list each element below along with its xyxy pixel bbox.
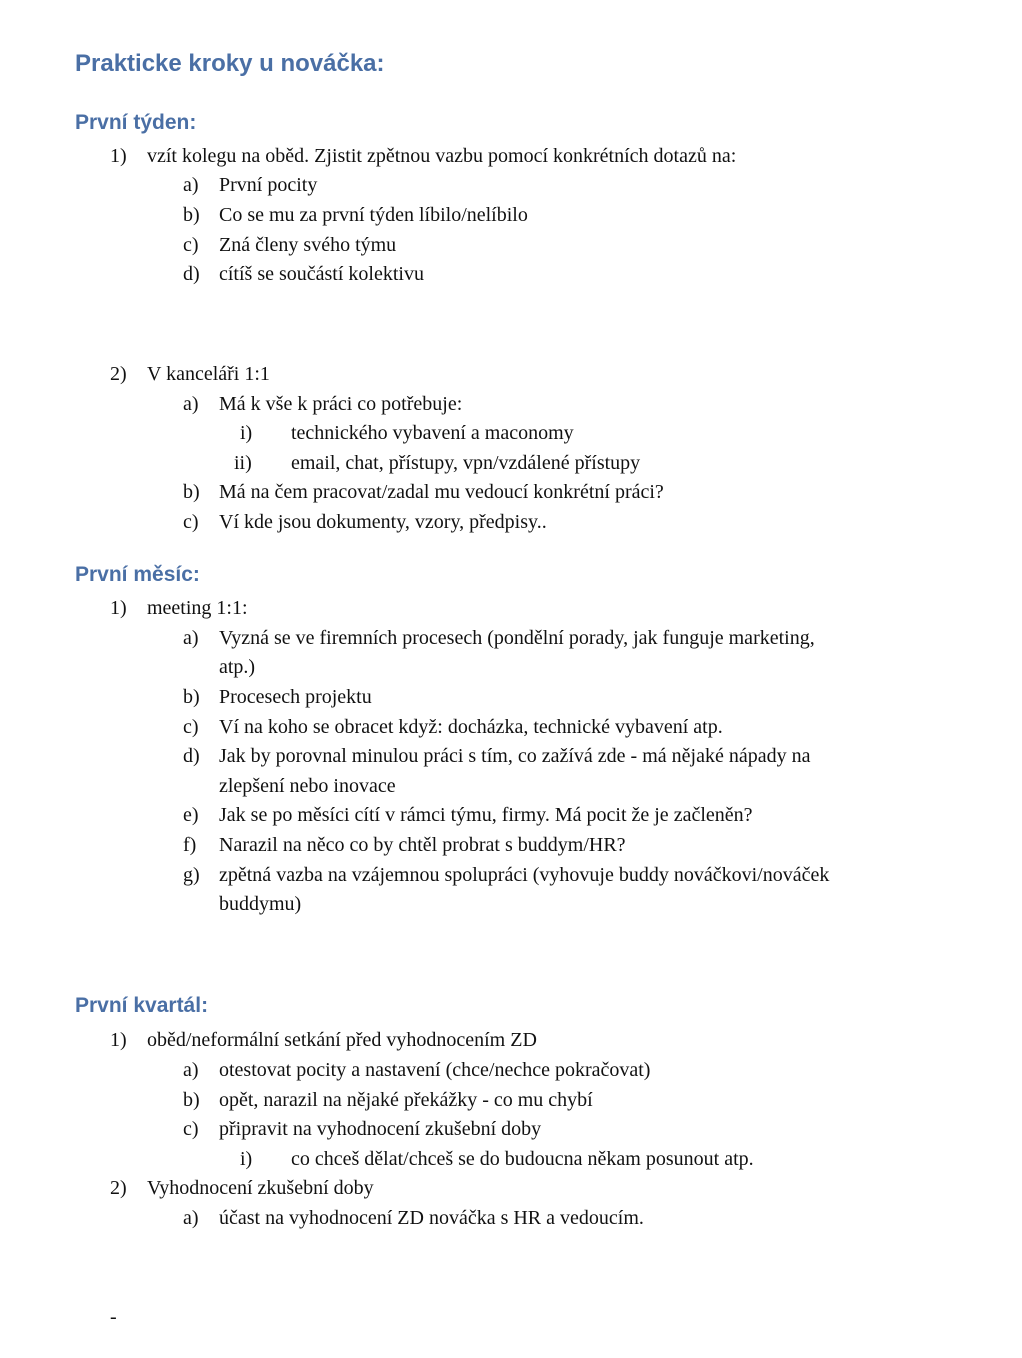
list-item-text: Vyhodnocení zkušební doby xyxy=(147,1177,374,1199)
list-item-text: technického vybavení a maconomy xyxy=(291,422,574,444)
section-heading-prvni-tyden: První týden: xyxy=(75,111,197,134)
list-marker: 1) xyxy=(110,145,127,167)
list-marker: c) xyxy=(183,511,199,533)
list-item-text: email, chat, přístupy, vpn/vzdálené přístupy xyxy=(291,452,641,474)
list-item-text: atp.) xyxy=(219,656,256,678)
list-item-text: Co se mu za první týden líbilo/nelíbilo xyxy=(219,204,528,226)
list-item-text: cítíš se součástí kolektivu xyxy=(219,263,424,285)
list-item-text: účast na vyhodnocení ZD nováčka s HR a vedoucím. xyxy=(219,1207,644,1229)
list-marker: 2) xyxy=(110,363,127,385)
list-item-text: Narazil na něco co by chtěl probrat s buddym/HR? xyxy=(219,834,626,856)
list-marker: f) xyxy=(183,834,197,856)
list-marker: b) xyxy=(183,1089,200,1111)
section-heading-prvni-mesic: První měsíc: xyxy=(75,563,200,586)
list-item-text: zlepšení nebo inovace xyxy=(219,775,396,797)
list-marker: a) xyxy=(183,627,199,649)
list-item-text: Má k vše k práci co potřebuje: xyxy=(219,393,463,415)
list-item-text: meeting 1:1: xyxy=(147,597,248,619)
list-item-text: Ví kde jsou dokumenty, vzory, předpisy.. xyxy=(219,511,547,533)
list-item-text: co chceš dělat/chceš se do budoucna někam posunout atp. xyxy=(291,1148,754,1170)
list-item-text: otestovat pocity a nastavení (chce/nechce pokračovat) xyxy=(219,1059,651,1081)
list-item-text: Ví na koho se obracet když: docházka, technické vybavení atp. xyxy=(219,716,723,738)
list-marker: c) xyxy=(183,716,199,738)
list-marker: a) xyxy=(183,174,199,196)
list-marker: ii) xyxy=(234,452,252,474)
list-item-text: V kanceláři 1:1 xyxy=(147,363,270,385)
list-marker: e) xyxy=(183,804,199,826)
list-item-text: zpětná vazba na vzájemnou spolupráci (vyhovuje buddy nováčkovi/nováček xyxy=(219,864,830,886)
document-title: Prakticke kroky u nováčka: xyxy=(75,50,385,77)
list-item-text: První pocity xyxy=(219,174,318,196)
list-marker: a) xyxy=(183,393,199,415)
list-marker: g) xyxy=(183,864,200,886)
list-item-text: Procesech projektu xyxy=(219,686,372,708)
list-marker: 2) xyxy=(110,1177,127,1199)
list-marker: d) xyxy=(183,745,200,767)
list-item-text: vzít kolegu na oběd. Zjistit zpětnou vazbu pomocí konkrétních dotazů na: xyxy=(147,145,737,167)
list-marker: a) xyxy=(183,1207,199,1229)
list-item-text: Má na čem pracovat/zadal mu vedoucí konkrétní práci? xyxy=(219,481,664,503)
list-marker: b) xyxy=(183,481,200,503)
list-marker: i) xyxy=(240,1148,253,1170)
list-item-text: Zná členy svého týmu xyxy=(219,234,397,256)
trailing-dash: - xyxy=(110,1306,117,1328)
list-marker: a) xyxy=(183,1059,199,1081)
list-item-text: připravit na vyhodnocení zkušební doby xyxy=(219,1118,542,1140)
list-marker: i) xyxy=(240,422,253,444)
list-item-text: Vyzná se ve firemních procesech (pondělní porady, jak funguje marketing, xyxy=(219,627,815,649)
list-item-text: Jak by porovnal minulou práci s tím, co zažívá zde - má nějaké nápady na xyxy=(219,745,811,767)
list-item-text: opět, narazil na nějaké překážky - co mu chybí xyxy=(219,1089,593,1111)
list-marker: c) xyxy=(183,1118,199,1140)
list-marker: 1) xyxy=(110,1029,127,1051)
list-item-text: oběd/neformální setkání před vyhodnocením ZD xyxy=(147,1029,537,1051)
section-heading-prvni-kvartal: První kvartál: xyxy=(75,994,209,1017)
list-item-text: Jak se po měsíci cítí v rámci týmu, firmy. Má pocit že je začleněn? xyxy=(219,804,753,826)
list-marker: b) xyxy=(183,686,200,708)
list-marker: c) xyxy=(183,234,199,256)
list-marker: b) xyxy=(183,204,200,226)
list-item-text: buddymu) xyxy=(219,893,302,915)
list-marker: 1) xyxy=(110,597,127,619)
list-marker: d) xyxy=(183,263,200,285)
